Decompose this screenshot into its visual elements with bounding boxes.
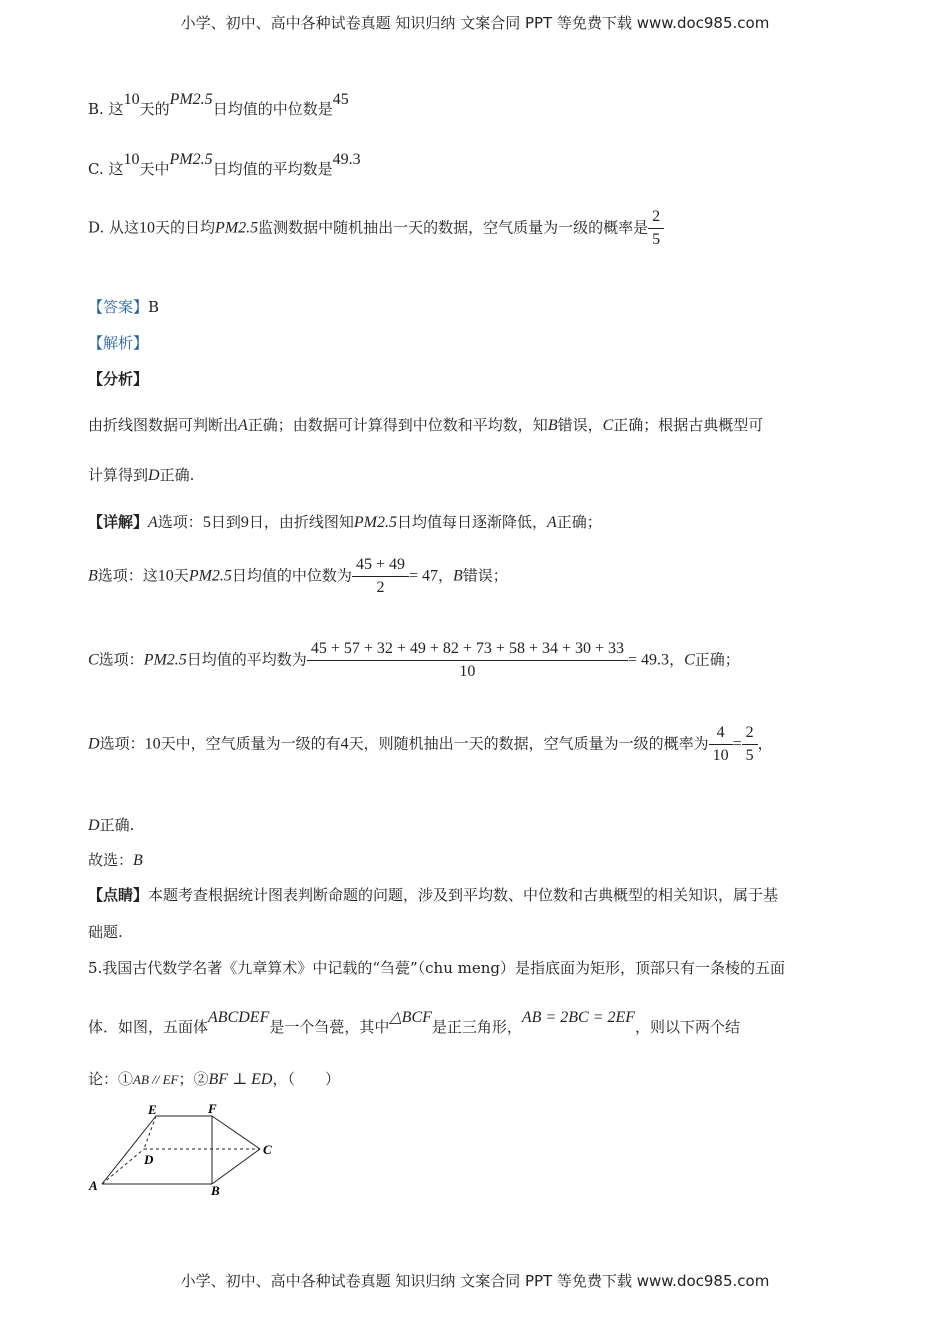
detail-b: B选项：这10天PM2.5日均值的中位数为 $\frac{45 + 49}{2}$ = 47，B错误； bbox=[88, 556, 508, 596]
probability-fraction-2: $\frac{2}{5}$ bbox=[742, 724, 758, 765]
option-b-value: 45 bbox=[332, 91, 349, 108]
label-e: E bbox=[148, 1102, 157, 1117]
label-d: D bbox=[144, 1152, 154, 1167]
question-5-line-2: 体．如图，五面体ABCDEF是一个刍甍，其中△BCF是正三角形，AB = 2BC = 2EF，则以下两个结 bbox=[88, 1009, 741, 1036]
analysis-line-1: 由折线图数据可判断出A正确；由数据可计算得到中位数和平均数，知B错误，C正确；根据古典概型可 bbox=[88, 416, 764, 434]
option-b-text: 天的 bbox=[139, 100, 170, 118]
option-d-desc: 监测数据中随机抽出一天的数据，空气质量为一级的概率是 bbox=[258, 218, 649, 237]
dianjing-tag: 【点睛】 bbox=[88, 886, 149, 904]
edge-ae bbox=[102, 1116, 156, 1184]
analysis-line-2: 计算得到D正确. bbox=[88, 466, 195, 484]
option-d bbox=[88, 208, 664, 249]
page-header: 小学、初中、高中各种试卷真题 知识归纳 文案合同 PPT 等免费下载 www.doc985.com bbox=[180, 14, 770, 32]
option-b-pm: PM2.5 bbox=[169, 91, 213, 108]
polyhedron-figure bbox=[82, 1098, 292, 1200]
dianjing-line-2: 础题. bbox=[88, 923, 123, 941]
option-c-days: 10 bbox=[123, 151, 140, 168]
median-fraction: $\frac{45 + 49}{2}$ bbox=[352, 556, 409, 597]
label-f: F bbox=[208, 1101, 217, 1116]
question-5-line-1: 5.我国古代数学名著《九章算术》中记载的“刍甍”（chu meng）是指底面为矩形，顶部只有一条棱的五面 bbox=[88, 959, 786, 977]
edge-equation: AB = 2BC = 2EF bbox=[521, 1009, 636, 1026]
detail-tag: 【详解】 bbox=[88, 513, 149, 531]
option-d-pm: PM2.5 bbox=[215, 219, 259, 237]
option-d-prefix: D. 从这 bbox=[88, 218, 140, 237]
edge-ad bbox=[102, 1149, 144, 1184]
triangle-bcf: △BCF bbox=[389, 1009, 432, 1026]
option-c-value: 49.3 bbox=[332, 151, 361, 168]
answer-tag: 【答案】 bbox=[88, 298, 149, 316]
jiexi-tag: 【解析】 bbox=[88, 334, 149, 352]
edge-bc bbox=[212, 1149, 260, 1184]
question-5-line-3: 论：①AB // EF；②BF ⊥ ED，（ ） bbox=[88, 1070, 340, 1088]
detail-a: 【详解】A选项：5日到9日，由折线图知PM2.5日均值每日逐渐降低，A正确； bbox=[88, 513, 602, 531]
probability-fraction-1: $\frac{4}{10}$ bbox=[709, 724, 733, 765]
option-c-text: 天中 bbox=[139, 160, 170, 178]
edge-fc bbox=[212, 1116, 260, 1149]
option-d-text: 天的日均 bbox=[155, 218, 216, 237]
detail-d: D选项：10天中，空气质量为一级的有4天，则随机抽出一天的数据，空气质量为一级的概率为 $\frac{4}{10}$ = $\frac{2}{5}$ ， bbox=[88, 724, 773, 764]
choose: 故选：B bbox=[88, 851, 143, 869]
option-c-prefix: C. 这 bbox=[88, 160, 124, 178]
option-b-desc: 日均值的中位数是 bbox=[212, 100, 333, 118]
dianjing bbox=[88, 884, 778, 905]
option-b bbox=[88, 91, 349, 119]
mean-fraction: $\frac{45 + 57 + 32 + 49 + 82 + 73 + 58 + 34 + 30 + 33}{10}$ bbox=[307, 640, 628, 681]
dianjing-text: 本题考查根据统计图表判断命题的问题，涉及到平均数、中位数和古典概型的相关知识，属于基 bbox=[148, 886, 779, 904]
option-c-pm: PM2.5 bbox=[169, 151, 213, 168]
option-c-desc: 日均值的平均数是 bbox=[212, 160, 333, 178]
page-footer: 小学、初中、高中各种试卷真题 知识归纳 文案合同 PPT 等免费下载 www.doc985.com bbox=[180, 1272, 770, 1290]
polyhedron-name: ABCDEF bbox=[208, 1009, 270, 1026]
conclusion-1: AB // EF bbox=[133, 1072, 179, 1087]
conclusion-2: BF ⊥ ED bbox=[208, 1071, 273, 1088]
option-c bbox=[88, 151, 361, 179]
option-b-days: 10 bbox=[123, 91, 140, 108]
label-b: B bbox=[211, 1183, 220, 1198]
label-a: A bbox=[89, 1178, 98, 1193]
answer-value: B bbox=[148, 298, 160, 316]
fenxi-tag: 【分析】 bbox=[88, 370, 149, 388]
edge-ed bbox=[144, 1116, 156, 1149]
answer bbox=[88, 296, 159, 317]
detail-d2: D正确. bbox=[88, 816, 135, 834]
option-d-days: 10 bbox=[139, 219, 156, 237]
label-c: C bbox=[263, 1142, 272, 1157]
detail-c: C选项：PM2.5日均值的平均数为 $\frac{45 + 57 + 32 + 49 + 82 + 73 + 58 + 34 + 30 + 33}{10}$ = 49.3，C正确； bbox=[88, 640, 740, 680]
option-d-fraction: $\frac{2}{5}$ bbox=[648, 208, 664, 249]
option-b-prefix: B. 这 bbox=[88, 100, 124, 118]
